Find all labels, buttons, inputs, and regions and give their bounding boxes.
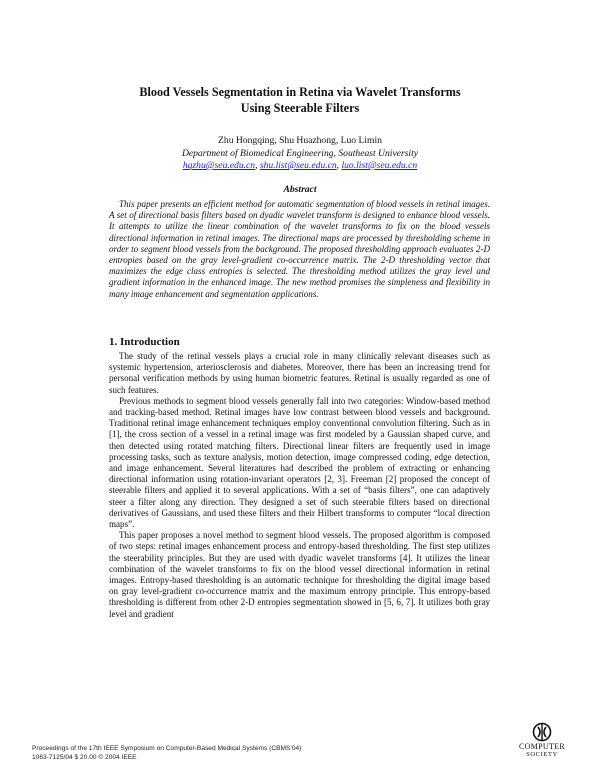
footer-proceedings: Proceedings of the 17th IEEE Symposium on Computer-Based Medical Systems (CBMS’04)	[32, 745, 302, 752]
email-separator: ,	[255, 160, 260, 171]
email-link-luo[interactable]: luo.list@seu.edu.cn	[341, 160, 418, 171]
author-names: Zhu Hongqing, Shu Huazhong, Luo Limin	[218, 135, 382, 146]
paper-title	[60, 84, 540, 116]
computer-society-emblem-icon	[532, 722, 552, 742]
abstract-text: This paper presents an efficient method for automatic segmentation of blood vessels in retinal images. A set of directional basis filters based on dyadic wavelet transform is designed to enhance blood vessels. It attempts to utilize the linear combination of the wavelet transforms to fix on the blood vessels directional information in retinal images. The directional maps are processed by thresholding scheme in order to segment blood vessels from the background. The proposed thresholding approach evaluates 2-D entropies based on the gray level-gradient co-occurrence matrix. The 2-D thresholding vector that maximizes the edge class entropies is selected. The thresholding method utilizes the gray level and gradient information in the enhanced image. The new method promises the simpleness and flexibility in many image enhancement and segmentation applications.	[109, 199, 490, 299]
footer	[32, 744, 301, 762]
footer-copyright: 1063-7125/04 $ 20.00 © 2004 IEEE	[32, 754, 137, 761]
section-heading-introduction: 1. Introduction	[109, 336, 180, 348]
email-separator: ,	[336, 160, 342, 171]
author-department: Department of Biomedical Engineering, Southeast University	[181, 147, 419, 159]
title-line-2: Using Steerable Filters	[240, 101, 360, 115]
email-link-shu[interactable]: shu.list@seu.edu.cn	[259, 160, 337, 171]
title-line-1: Blood Vessels Segmentation in Retina via Wavelet Transforms	[139, 85, 461, 99]
paragraph: Previous methods to segment blood vessels generally fall into two categories: Window-based method and tracking-based method. Retinal images have low contrast between blood vessels and background. Traditional retinal image enhancement techniques employ conventional convolution filtering. Such as in [1], the cross section of a vessel in a retinal image was first modeled by a Gaussian shaped curve, and then detected using rotated matching filters. Directional linear filters are frequently used in image processing tasks, such as texture analysis, motion detection, image compressed coding, edge detection, and image enhancement. Several literatures had described the problem of extracting or enhancing directional information using rotation-invariant operators [2, 3]. Freeman [2] proposed the concept of steerable filters and applied it to several applications. With a set of “basis filters”, one can adaptively steer a filter along any direction. They designed a set of such steerable filters based on directional derivatives of Gaussians, and used these filters and their Hilbert transforms to computer “local direction maps”.	[109, 395, 490, 530]
logo-text-computer: COMPUTER	[519, 742, 565, 751]
computer-society-logo	[514, 722, 570, 764]
email-link-zhu[interactable]: hqzhu@seu.edu.cn	[182, 160, 256, 171]
paragraph: The study of the retinal vessels plays a crucial role in many clinically relevant diseases such as systemic hypertension, arteriosclerosis and diabetes. Moreover, there has been an increasing trend for personal verification methods by using human biometric features. Retinal is usually regarded as one of such features.	[109, 351, 490, 395]
introduction-body	[109, 351, 490, 620]
author-block	[60, 135, 540, 173]
logo-text-society: SOCIETY	[526, 751, 558, 758]
paragraph: This paper proposes a novel method to segment blood vessels. The proposed algorithm is composed of two steps: retinal images enhancement process and entropy-based thresholding. The first step utilizes the steerability principles. But they are used with dyadic wavelet transforms [4]. It utilizes the linear combination of the wavelet transforms to fix on the blood vessel directional information in retinal images. Entropy-based thresholding is an automatic technique for thresholding the digital image based on gray level-gradient co-occurrence matrix and the maximum entropy principle. This entropy-based thresholding is different from other 2-D entropies segmentation showed in [5, 6, 7]. It utilizes both gray level and gradient	[109, 530, 490, 619]
author-emails	[60, 160, 540, 173]
abstract-heading: Abstract	[283, 184, 317, 195]
